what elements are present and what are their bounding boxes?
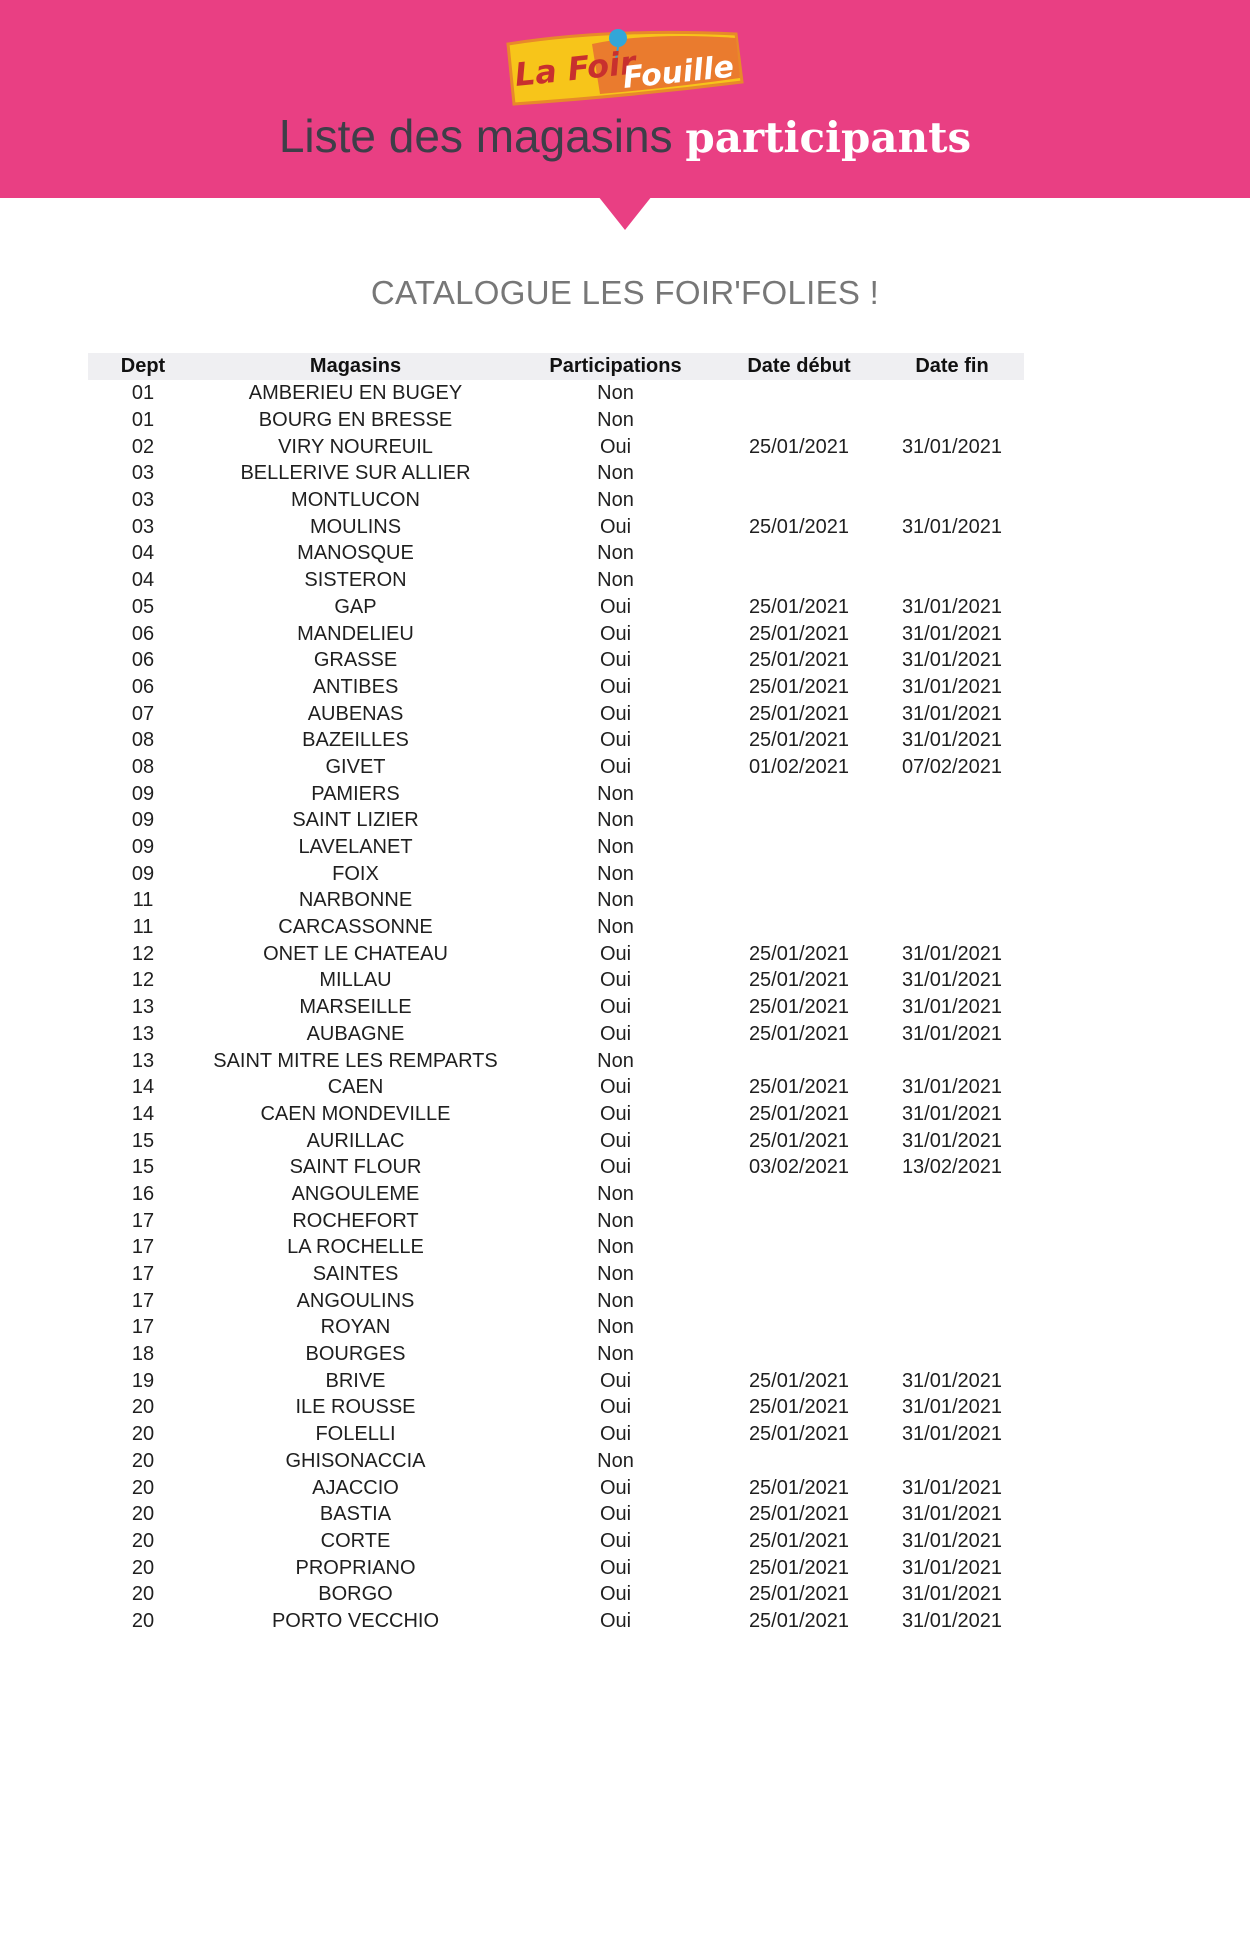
cell-magasin: MARSEILLE <box>299 996 412 1019</box>
cell-date-fin: 31/01/2021 <box>901 1609 1003 1632</box>
cell-participation: Oui <box>599 1423 632 1446</box>
cell-dept: 18 <box>131 1343 155 1366</box>
table-row <box>88 807 1024 834</box>
table-row <box>88 380 1024 407</box>
cell-dept: 13 <box>131 1049 155 1072</box>
cell-participation: Oui <box>599 1609 632 1632</box>
cell-dept: 01 <box>131 409 155 432</box>
cell-date-debut: 25/01/2021 <box>748 996 850 1019</box>
cell-magasin: AUBAGNE <box>306 1022 405 1045</box>
cell-date-debut <box>718 1287 880 1314</box>
table-row <box>88 1474 1024 1501</box>
cell-magasin: LAVELANET <box>298 836 413 859</box>
cell-dept: 20 <box>131 1476 155 1499</box>
cell-participation: Oui <box>599 1102 632 1125</box>
cell-date-debut: 03/02/2021 <box>748 1156 850 1179</box>
cell-participation: Non <box>597 889 634 912</box>
cell-date-debut <box>718 567 880 594</box>
cell-participation: Non <box>597 462 634 485</box>
cell-participation: Oui <box>599 702 632 725</box>
cell-dept: 02 <box>131 435 155 458</box>
table-row <box>88 594 1024 621</box>
cell-dept: 17 <box>131 1236 155 1259</box>
cell-date-debut: 25/01/2021 <box>748 435 850 458</box>
cell-date-fin: 31/01/2021 <box>901 622 1003 645</box>
table-row <box>88 1501 1024 1528</box>
cell-magasin: PAMIERS <box>311 782 400 805</box>
svg-text:Fouille: Fouille <box>621 49 736 96</box>
cell-dept: 09 <box>131 836 155 859</box>
table-row <box>88 567 1024 594</box>
cell-participation: Non <box>597 1263 634 1286</box>
svg-text:La Foir: La Foir <box>512 43 638 94</box>
cell-date-debut: 25/01/2021 <box>748 1609 850 1632</box>
cell-date-fin <box>880 380 1024 407</box>
brand-logo <box>500 26 748 108</box>
cell-magasin: GHISONACCIA <box>285 1449 426 1472</box>
cell-magasin: ROCHEFORT <box>292 1209 419 1232</box>
cell-participation: Non <box>597 916 634 939</box>
cell-magasin: BORGO <box>318 1583 393 1606</box>
cell-date-debut: 25/01/2021 <box>748 1529 850 1552</box>
column-header-participations: Participations <box>513 353 718 380</box>
cell-participation: Oui <box>599 435 632 458</box>
cell-participation: Non <box>597 569 634 592</box>
cell-date-debut <box>718 834 880 861</box>
cell-dept: 15 <box>131 1156 155 1179</box>
cell-participation: Non <box>597 489 634 512</box>
cell-dept: 12 <box>131 942 155 965</box>
cell-magasin: FOIX <box>332 862 379 885</box>
cell-date-debut <box>718 807 880 834</box>
cell-magasin: ROYAN <box>320 1316 391 1339</box>
cell-participation: Oui <box>599 1156 632 1179</box>
cell-dept: 08 <box>131 729 155 752</box>
cell-dept: 15 <box>131 1129 155 1152</box>
cell-participation: Non <box>597 1209 634 1232</box>
cell-magasin: BASTIA <box>319 1503 392 1526</box>
cell-participation: Oui <box>599 1583 632 1606</box>
cell-magasin: AMBERIEU EN BUGEY <box>248 382 463 405</box>
cell-dept: 03 <box>131 515 155 538</box>
cell-dept: 19 <box>131 1369 155 1392</box>
cell-dept: 08 <box>131 755 155 778</box>
cell-magasin: BOURGES <box>305 1343 406 1366</box>
cell-date-fin <box>880 887 1024 914</box>
cell-participation: Non <box>597 1343 634 1366</box>
cell-date-fin <box>880 567 1024 594</box>
cell-date-debut: 25/01/2021 <box>748 675 850 698</box>
cell-date-fin: 31/01/2021 <box>901 1022 1003 1045</box>
cell-dept: 09 <box>131 782 155 805</box>
cell-participation: Non <box>597 1289 634 1312</box>
stores-table <box>88 353 1024 1634</box>
table-row <box>88 1234 1024 1261</box>
cell-dept: 09 <box>131 809 155 832</box>
cell-magasin: SISTERON <box>304 569 407 592</box>
cell-participation: Oui <box>599 942 632 965</box>
cell-magasin: LA ROCHELLE <box>287 1236 424 1259</box>
cell-magasin: AURILLAC <box>306 1129 405 1152</box>
cell-dept: 11 <box>132 916 154 939</box>
cell-participation: Non <box>597 862 634 885</box>
cell-magasin: ILE ROUSSE <box>295 1396 416 1419</box>
cell-magasin: SAINT FLOUR <box>289 1156 422 1179</box>
cell-magasin: ANGOULINS <box>296 1289 415 1312</box>
cell-dept: 03 <box>131 462 155 485</box>
cell-date-debut: 25/01/2021 <box>748 1102 850 1125</box>
cell-magasin: CORTE <box>320 1529 391 1552</box>
cell-date-fin: 31/01/2021 <box>901 1476 1003 1499</box>
cell-magasin: PORTO VECCHIO <box>271 1609 440 1632</box>
cell-date-debut <box>718 380 880 407</box>
cell-date-debut <box>718 407 880 434</box>
table-row <box>88 887 1024 914</box>
cell-date-debut: 25/01/2021 <box>748 1476 850 1499</box>
cell-date-fin: 31/01/2021 <box>901 675 1003 698</box>
cell-participation: Oui <box>599 1129 632 1152</box>
cell-magasin: MANOSQUE <box>297 542 414 565</box>
cell-dept: 20 <box>131 1609 155 1632</box>
cell-date-debut: 25/01/2021 <box>748 1022 850 1045</box>
cell-participation: Oui <box>599 1556 632 1579</box>
cell-dept: 20 <box>131 1423 155 1446</box>
cell-magasin: ANTIBES <box>312 675 399 698</box>
cell-date-fin: 31/01/2021 <box>901 1583 1003 1606</box>
cell-date-debut: 25/01/2021 <box>748 1423 850 1446</box>
table-row <box>88 1314 1024 1341</box>
cell-date-fin <box>880 460 1024 487</box>
table-row <box>88 1581 1024 1608</box>
cell-date-fin: 31/01/2021 <box>901 1076 1003 1099</box>
cell-date-debut: 25/01/2021 <box>748 1129 850 1152</box>
table-row <box>88 1021 1024 1048</box>
cell-date-fin <box>880 1207 1024 1234</box>
table-row <box>88 1528 1024 1555</box>
cell-dept: 16 <box>131 1182 155 1205</box>
cell-dept: 09 <box>131 862 155 885</box>
cell-dept: 12 <box>131 969 155 992</box>
cell-date-fin: 31/01/2021 <box>901 1102 1003 1125</box>
cell-date-fin <box>880 540 1024 567</box>
table-row <box>88 1341 1024 1368</box>
table-row <box>88 1367 1024 1394</box>
cell-date-fin <box>880 1341 1024 1368</box>
cell-date-debut: 25/01/2021 <box>748 729 850 752</box>
cell-date-debut: 25/01/2021 <box>748 1556 850 1579</box>
cell-magasin: SAINTES <box>312 1263 399 1286</box>
column-header-date-debut: Date début <box>718 353 880 380</box>
cell-date-fin: 31/01/2021 <box>901 515 1003 538</box>
cell-participation: Non <box>597 1236 634 1259</box>
cell-dept: 14 <box>131 1076 155 1099</box>
cell-participation: Oui <box>599 1476 632 1499</box>
cell-date-fin: 31/01/2021 <box>901 1423 1003 1446</box>
table-row <box>88 433 1024 460</box>
cell-date-debut: 25/01/2021 <box>748 1076 850 1099</box>
cell-participation: Oui <box>599 515 632 538</box>
cell-date-debut: 25/01/2021 <box>748 515 850 538</box>
table-row <box>88 1608 1024 1635</box>
cell-date-fin: 31/01/2021 <box>901 1556 1003 1579</box>
table-row <box>88 994 1024 1021</box>
cell-participation: Non <box>597 542 634 565</box>
cell-magasin: MONTLUCON <box>291 489 420 512</box>
cell-date-fin <box>880 407 1024 434</box>
cell-participation: Oui <box>599 595 632 618</box>
cell-magasin: BRIVE <box>325 1369 386 1392</box>
cell-dept: 04 <box>131 542 155 565</box>
page-title-bold: participants <box>685 113 972 162</box>
cell-dept: 06 <box>131 675 155 698</box>
cell-date-fin <box>880 487 1024 514</box>
table-row <box>88 940 1024 967</box>
column-header-magasins: Magasins <box>198 353 513 380</box>
cell-participation: Non <box>597 1449 634 1472</box>
cell-date-fin: 31/01/2021 <box>901 1529 1003 1552</box>
table-row <box>88 620 1024 647</box>
cell-participation: Oui <box>599 1529 632 1552</box>
cell-dept: 04 <box>131 569 155 592</box>
cell-date-debut <box>718 1047 880 1074</box>
table-row <box>88 834 1024 861</box>
cell-magasin: ONET LE CHATEAU <box>263 942 448 965</box>
table-row <box>88 1207 1024 1234</box>
cell-magasin: MANDELIEU <box>297 622 414 645</box>
table-row <box>88 727 1024 754</box>
cell-dept: 20 <box>131 1583 155 1606</box>
cell-magasin: CAEN MONDEVILLE <box>260 1102 451 1125</box>
cell-date-fin: 31/01/2021 <box>901 435 1003 458</box>
cell-dept: 11 <box>132 889 154 912</box>
table-row <box>88 1394 1024 1421</box>
cell-participation: Non <box>597 836 634 859</box>
cell-date-debut <box>718 1314 880 1341</box>
table-row <box>88 1448 1024 1475</box>
table-row <box>88 1261 1024 1288</box>
cell-date-debut: 25/01/2021 <box>748 702 850 725</box>
table-row <box>88 860 1024 887</box>
table-row <box>88 1127 1024 1154</box>
cell-dept: 06 <box>131 622 155 645</box>
cell-magasin: AUBENAS <box>307 702 404 725</box>
cell-magasin: NARBONNE <box>298 889 413 912</box>
table-row <box>88 647 1024 674</box>
cell-date-fin <box>880 780 1024 807</box>
cell-date-fin <box>880 1287 1024 1314</box>
cell-date-fin <box>880 1448 1024 1475</box>
cell-participation: Non <box>597 1182 634 1205</box>
cell-magasin: BAZEILLES <box>302 729 409 752</box>
cell-date-fin: 31/01/2021 <box>901 969 1003 992</box>
cell-participation: Non <box>597 409 634 432</box>
cell-date-fin <box>880 914 1024 941</box>
cell-date-debut <box>718 1181 880 1208</box>
table-row <box>88 407 1024 434</box>
cell-participation: Oui <box>599 1022 632 1045</box>
table-row <box>88 1074 1024 1101</box>
table-row <box>88 540 1024 567</box>
cell-dept: 17 <box>131 1289 155 1312</box>
cell-date-fin: 31/01/2021 <box>901 1503 1003 1526</box>
cell-date-fin: 07/02/2021 <box>901 755 1003 778</box>
cell-dept: 17 <box>131 1316 155 1339</box>
cell-magasin: CAEN <box>327 1076 384 1099</box>
cell-date-debut: 25/01/2021 <box>748 942 850 965</box>
cell-participation: Oui <box>599 1503 632 1526</box>
cell-magasin: MOULINS <box>309 515 402 538</box>
cell-date-fin: 31/01/2021 <box>901 1369 1003 1392</box>
cell-date-fin <box>880 1234 1024 1261</box>
cell-participation: Oui <box>599 729 632 752</box>
banner-pointer <box>598 196 652 230</box>
cell-date-fin <box>880 1181 1024 1208</box>
table-row <box>88 1154 1024 1181</box>
cell-magasin: FOLELLI <box>315 1423 396 1446</box>
cell-date-debut <box>718 1234 880 1261</box>
cell-dept: 13 <box>131 996 155 1019</box>
cell-date-fin: 31/01/2021 <box>901 996 1003 1019</box>
table-row <box>88 1421 1024 1448</box>
cell-date-debut: 01/02/2021 <box>748 755 850 778</box>
cell-dept: 13 <box>131 1022 155 1045</box>
table-row <box>88 1554 1024 1581</box>
cell-participation: Non <box>597 1316 634 1339</box>
table-row <box>88 914 1024 941</box>
cell-participation: Oui <box>599 622 632 645</box>
cell-dept: 14 <box>131 1102 155 1125</box>
table-row <box>88 460 1024 487</box>
cell-date-debut: 25/01/2021 <box>748 1369 850 1392</box>
cell-magasin: AJACCIO <box>312 1476 399 1499</box>
cell-magasin: SAINT MITRE LES REMPARTS <box>213 1049 498 1072</box>
cell-date-debut <box>718 1261 880 1288</box>
cell-dept: 17 <box>131 1263 155 1286</box>
cell-date-debut <box>718 487 880 514</box>
cell-date-debut: 25/01/2021 <box>748 622 850 645</box>
cell-participation: Oui <box>599 675 632 698</box>
cell-magasin: GRASSE <box>313 649 398 672</box>
cell-participation: Oui <box>599 1076 632 1099</box>
cell-dept: 05 <box>131 595 155 618</box>
cell-dept: 06 <box>131 649 155 672</box>
cell-date-fin: 13/02/2021 <box>901 1156 1003 1179</box>
cell-dept: 20 <box>131 1503 155 1526</box>
column-header-date-fin: Date fin <box>880 353 1024 380</box>
table-row <box>88 967 1024 994</box>
cell-magasin: BELLERIVE SUR ALLIER <box>240 462 471 485</box>
cell-date-debut <box>718 780 880 807</box>
cell-date-fin: 31/01/2021 <box>901 595 1003 618</box>
cell-participation: Non <box>597 382 634 405</box>
cell-date-debut <box>718 1207 880 1234</box>
table-row <box>88 1287 1024 1314</box>
column-header-dept: Dept <box>88 353 198 380</box>
table-row <box>88 754 1024 781</box>
cell-magasin: MILLAU <box>319 969 392 992</box>
cell-participation: Non <box>597 782 634 805</box>
cell-magasin: SAINT LIZIER <box>292 809 419 832</box>
cell-date-fin: 31/01/2021 <box>901 1396 1003 1419</box>
table-body <box>88 380 1024 1634</box>
cell-date-debut <box>718 1448 880 1475</box>
cell-participation: Oui <box>599 1369 632 1392</box>
cell-date-debut <box>718 887 880 914</box>
cell-date-fin <box>880 860 1024 887</box>
table-row <box>88 700 1024 727</box>
cell-date-fin: 31/01/2021 <box>901 729 1003 752</box>
cell-date-fin: 31/01/2021 <box>901 702 1003 725</box>
cell-magasin: GAP <box>334 595 377 618</box>
cell-dept: 20 <box>131 1529 155 1552</box>
cell-date-fin <box>880 1314 1024 1341</box>
cell-dept: 20 <box>131 1396 155 1419</box>
cell-dept: 20 <box>131 1449 155 1472</box>
cell-date-debut <box>718 860 880 887</box>
cell-magasin: CARCASSONNE <box>278 916 433 939</box>
cell-participation: Oui <box>599 1396 632 1419</box>
page-title-plain: Liste des magasins <box>278 110 686 162</box>
cell-date-fin: 31/01/2021 <box>901 649 1003 672</box>
cell-participation: Oui <box>599 649 632 672</box>
cell-participation: Oui <box>599 969 632 992</box>
cell-date-debut <box>718 914 880 941</box>
cell-dept: 17 <box>131 1209 155 1232</box>
cell-magasin: ANGOULEME <box>291 1182 420 1205</box>
table-row <box>88 1181 1024 1208</box>
cell-magasin: VIRY NOUREUIL <box>278 435 433 458</box>
table-row <box>88 780 1024 807</box>
table-row <box>88 1047 1024 1074</box>
cell-date-fin <box>880 834 1024 861</box>
cell-date-debut: 25/01/2021 <box>748 1583 850 1606</box>
cell-date-fin: 31/01/2021 <box>901 942 1003 965</box>
cell-date-debut: 25/01/2021 <box>748 595 850 618</box>
catalogue-subtitle: CATALOGUE LES FOIR'FOLIES ! <box>370 274 880 311</box>
cell-date-fin <box>880 807 1024 834</box>
table-row <box>88 1101 1024 1128</box>
cell-participation: Oui <box>599 996 632 1019</box>
cell-date-debut: 25/01/2021 <box>748 1503 850 1526</box>
cell-magasin: GIVET <box>325 755 386 778</box>
cell-magasin: PROPRIANO <box>295 1556 416 1579</box>
cell-participation: Non <box>597 809 634 832</box>
cell-date-debut <box>718 1341 880 1368</box>
cell-participation: Oui <box>599 755 632 778</box>
cell-date-debut: 25/01/2021 <box>748 1396 850 1419</box>
cell-date-debut: 25/01/2021 <box>748 649 850 672</box>
cell-participation: Non <box>597 1049 634 1072</box>
cell-dept: 03 <box>131 489 155 512</box>
page-title <box>0 108 1250 166</box>
cell-date-debut: 25/01/2021 <box>748 969 850 992</box>
table-header-row <box>88 353 1024 380</box>
cell-date-debut <box>718 540 880 567</box>
cell-magasin: BOURG EN BRESSE <box>258 409 453 432</box>
cell-date-debut <box>718 460 880 487</box>
cell-dept: 20 <box>131 1556 155 1579</box>
cell-dept: 01 <box>131 382 155 405</box>
cell-date-fin <box>880 1047 1024 1074</box>
table-row <box>88 513 1024 540</box>
cell-date-fin: 31/01/2021 <box>901 1129 1003 1152</box>
table-row <box>88 487 1024 514</box>
table-row <box>88 674 1024 701</box>
cell-dept: 07 <box>131 702 155 725</box>
cell-date-fin <box>880 1261 1024 1288</box>
